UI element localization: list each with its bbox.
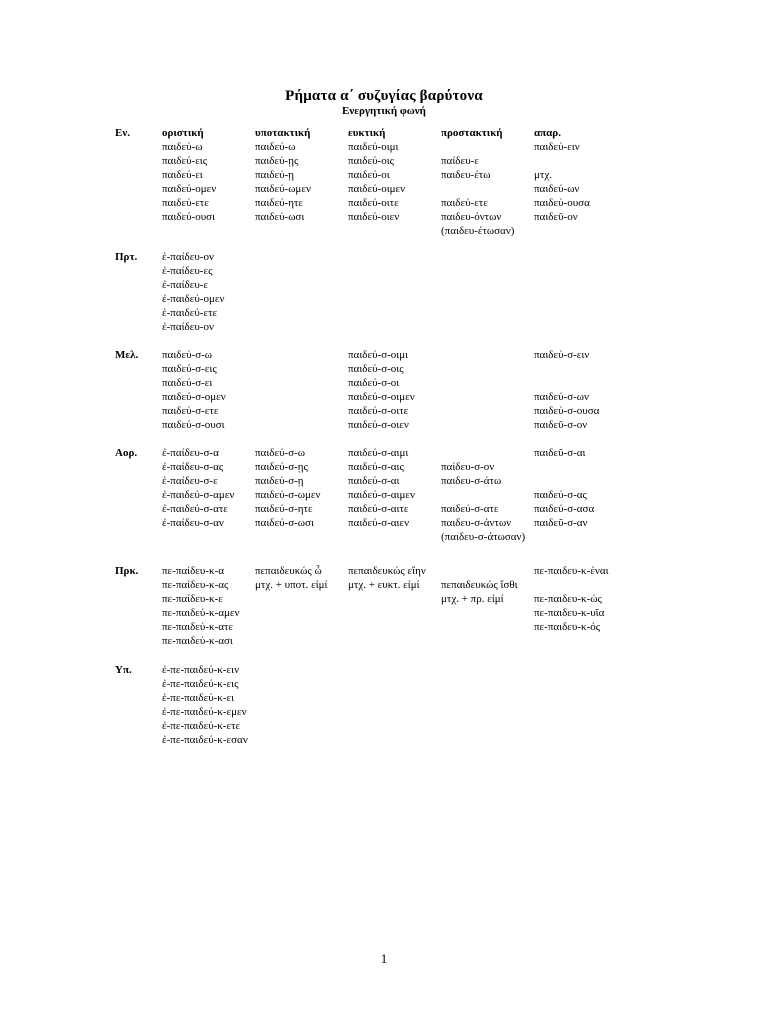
form-cell: παιδεῦ-σ-αι [534, 447, 586, 459]
form-cell: ἐ-παίδευ-σ-ε [162, 475, 218, 487]
table-row [0, 264, 768, 278]
table-row [0, 663, 768, 677]
table-row [0, 418, 768, 432]
page-number: 1 [380, 951, 388, 966]
form-cell: παιδεύ-σ-ασα [534, 503, 595, 515]
table-row [0, 224, 768, 238]
form-cell: πε-παίδευ-κ-ας [162, 579, 229, 591]
form-cell: ευκτική [348, 127, 386, 139]
form-cell: παιδεύ-σ-ω [255, 447, 306, 459]
form-cell: πεπαιδευκώς ὦ [255, 565, 322, 577]
form-cell: απαρ. [534, 127, 561, 139]
table-row [0, 446, 768, 460]
form-cell: πε-παιδευ-κ-υῖα [534, 607, 605, 619]
form-cell: πε-παιδευ-κ-ώς [534, 593, 602, 605]
table-row [0, 390, 768, 404]
page-subtitle: Ενεργητική φωνή [342, 105, 426, 117]
form-cell: ἐ-πε-παιδεύ-κ-εις [162, 678, 239, 690]
form-cell: παιδεύ-ωσι [255, 211, 305, 223]
table-row [0, 592, 768, 606]
table-row [0, 460, 768, 474]
table-row [0, 250, 768, 264]
form-cell: ἐ-παιδεύ-ομεν [162, 293, 225, 305]
form-cell: πε-παιδευ-κ-ός [534, 621, 601, 633]
form-cell: ἐ-παίδευ-ε [162, 279, 209, 291]
form-cell: (παιδευ-σ-άτωσαν) [441, 531, 526, 543]
form-cell: παιδεύ-σ-ω [162, 349, 213, 361]
form-cell: παιδεύ-σ-ωσι [255, 517, 314, 529]
table-row [0, 474, 768, 488]
table-row [0, 564, 768, 578]
form-cell: παιδεύ-ουσα [534, 197, 590, 209]
form-cell: παιδεύ-σ-οις [348, 363, 404, 375]
table-row [0, 306, 768, 320]
form-cell: πε-παιδεύ-κ-αμεν [162, 607, 240, 619]
form-cell: παιδεῦ-ον [534, 211, 578, 223]
form-cell: ἐ-παιδεύ-σ-ατε [162, 503, 228, 515]
tense-label: Μελ. [115, 349, 139, 361]
form-cell: ἐ-παίδευ-ον [162, 321, 214, 333]
form-cell: ἐ-παίδευ-ον [162, 251, 214, 263]
form-cell: παιδεύ-ω [162, 141, 203, 153]
form-cell: παιδεύ-σ-οιεν [348, 419, 409, 431]
form-cell: μτχ. [534, 169, 552, 181]
form-cell: ἐ-πε-παιδεύ-κ-ειν [162, 664, 240, 676]
form-cell: παιδεύ-σ-ουσι [162, 419, 225, 431]
table-row [0, 530, 768, 544]
tense-label: Πρκ. [115, 565, 139, 577]
table-row [0, 719, 768, 733]
table-row [0, 634, 768, 648]
form-cell: υποτακτική [255, 127, 311, 139]
form-cell: ἐ-πε-παιδεύ-κ-εμεν [162, 706, 247, 718]
form-cell: πε-παίδευ-κ-α [162, 565, 224, 577]
form-cell: ἐ-πε-παιδεύ-κ-ετε [162, 720, 241, 732]
table-row [0, 140, 768, 154]
table-row [0, 320, 768, 334]
table-row [0, 278, 768, 292]
form-cell: παιδεύ-οι [348, 169, 390, 181]
form-cell: ἐ-παιδεύ-σ-αμεν [162, 489, 235, 501]
form-cell: παιδεύ-σ-ουσα [534, 405, 600, 417]
form-cell: παιδεῦ-σ-ον [534, 419, 588, 431]
form-cell: παιδεύ-σ-αιμι [348, 447, 409, 459]
form-cell: παιδεύ-ῃ [255, 169, 294, 181]
form-cell: προστακτική [441, 127, 503, 139]
table-row [0, 677, 768, 691]
table-row [0, 620, 768, 634]
form-cell: παιδεύ-ῃς [255, 155, 299, 167]
form-cell: παιδεύ-σ-ητε [255, 503, 313, 515]
form-cell: παιδεύ-οις [348, 155, 395, 167]
form-cell: παιδεύ-ει [162, 169, 203, 181]
form-cell: ἐ-παίδευ-ες [162, 265, 213, 277]
form-cell: παιδεύ-σ-οιμεν [348, 391, 415, 403]
table-row [0, 348, 768, 362]
form-cell: παιδεύ-ωμεν [255, 183, 311, 195]
form-cell: παιδεύ-σ-ειν [534, 349, 590, 361]
form-cell: παιδεύ-σ-ῃς [255, 461, 308, 473]
form-cell: παιδεύ-οιεν [348, 211, 400, 223]
form-cell: μτχ. + ευκτ. εἰμί [348, 579, 420, 591]
form-cell: (παιδευ-έτωσαν) [441, 225, 515, 237]
table-row [0, 210, 768, 224]
form-cell: παιδεύ-σ-ατε [441, 503, 499, 515]
table-row [0, 404, 768, 418]
form-cell: ἐ-παιδεύ-ετε [162, 307, 218, 319]
form-cell: πε-παιδεύ-κ-ατε [162, 621, 234, 633]
table-header-row [0, 126, 768, 140]
form-cell: ἐ-παίδευ-σ-αν [162, 517, 224, 529]
table-row [0, 196, 768, 210]
page-title: Ρήματα α΄ συζυγίας βαρύτονα [285, 88, 483, 104]
form-cell: μτχ. + υποτ. εἰμί [255, 579, 328, 591]
table-row [0, 488, 768, 502]
table-row [0, 362, 768, 376]
form-cell: παιδεύ-ω [255, 141, 296, 153]
form-cell: παιδεύ-ητε [255, 197, 303, 209]
form-cell: παιδεύ-σ-αιμεν [348, 489, 415, 501]
form-cell: παιδευ-σ-άντων [441, 517, 512, 529]
form-cell: παιδεύ-σ-ων [534, 391, 589, 403]
form-cell: ἐ-πε-παιδεύ-κ-εσαν [162, 734, 248, 746]
form-cell: πε-παιδευ-κ-έναι [534, 565, 609, 577]
form-cell: παίδευ-ε [441, 155, 479, 167]
form-cell: παιδεύ-σ-ῃ [255, 475, 304, 487]
form-cell: παιδευ-όντων [441, 211, 502, 223]
form-cell: παιδεύ-ειν [534, 141, 580, 153]
form-cell: παιδεύ-σ-ετε [162, 405, 219, 417]
table-row [0, 168, 768, 182]
tense-label: Υπ. [115, 664, 132, 676]
form-cell: παιδεύ-σ-οιμι [348, 349, 409, 361]
form-cell: παιδεῦ-σ-αν [534, 517, 588, 529]
form-cell: παιδεύ-οιμεν [348, 183, 406, 195]
tense-label: Πρτ. [115, 251, 138, 263]
form-cell: παιδεύ-οιτε [348, 197, 399, 209]
table-row [0, 182, 768, 196]
table-row [0, 292, 768, 306]
form-cell: παιδεύ-σ-εις [162, 363, 217, 375]
form-cell: παιδεύ-σ-αιτε [348, 503, 409, 515]
tense-label: Εν. [115, 127, 131, 139]
form-cell: ἐ-παίδευ-σ-α [162, 447, 219, 459]
table-row [0, 578, 768, 592]
table-row [0, 606, 768, 620]
form-cell: παιδεύ-εις [162, 155, 208, 167]
form-cell: οριστική [162, 127, 204, 139]
form-cell: παιδεύ-ετε [162, 197, 209, 209]
form-cell: ἐ-πε-παιδεύ-κ-ει [162, 692, 235, 704]
form-cell: παιδεύ-σ-αις [348, 461, 404, 473]
form-cell: πεπαιδευκώς ἴσθι [441, 579, 518, 591]
form-cell: παιδευ-σ-άτω [441, 475, 502, 487]
form-cell: παιδεύ-σ-αι [348, 475, 400, 487]
table-row [0, 705, 768, 719]
form-cell: πε-παίδευ-κ-ε [162, 593, 223, 605]
form-cell: πε-παιδεύ-κ-ασι [162, 635, 233, 647]
form-cell: παιδεύ-σ-οι [348, 377, 400, 389]
form-cell: παίδευ-σ-ον [441, 461, 495, 473]
form-cell: παιδεύ-ετε [441, 197, 488, 209]
form-cell: πεπαιδευκώς εἴην [348, 565, 426, 577]
form-cell: παιδεύ-ομεν [162, 183, 217, 195]
form-cell: παιδεύ-σ-οιτε [348, 405, 409, 417]
table-row [0, 502, 768, 516]
table-row [0, 733, 768, 747]
table-row [0, 376, 768, 390]
table-row [0, 516, 768, 530]
form-cell: μτχ. + πρ. εἰμί [441, 593, 504, 605]
form-cell: παιδεύ-σ-ομεν [162, 391, 226, 403]
form-cell: παιδεύ-σ-ας [534, 489, 587, 501]
form-cell: παιδεύ-σ-ει [162, 377, 213, 389]
form-cell: παιδεύ-οιμι [348, 141, 399, 153]
form-cell: παιδεύ-ουσι [162, 211, 216, 223]
table-row [0, 154, 768, 168]
form-cell: παιδευ-έτω [441, 169, 491, 181]
table-row [0, 691, 768, 705]
tense-label: Αορ. [115, 447, 138, 459]
form-cell: παιδεύ-σ-αιεν [348, 517, 410, 529]
form-cell: παιδεύ-ων [534, 183, 580, 195]
form-cell: παιδεύ-σ-ωμεν [255, 489, 321, 501]
form-cell: ἐ-παίδευ-σ-ας [162, 461, 224, 473]
